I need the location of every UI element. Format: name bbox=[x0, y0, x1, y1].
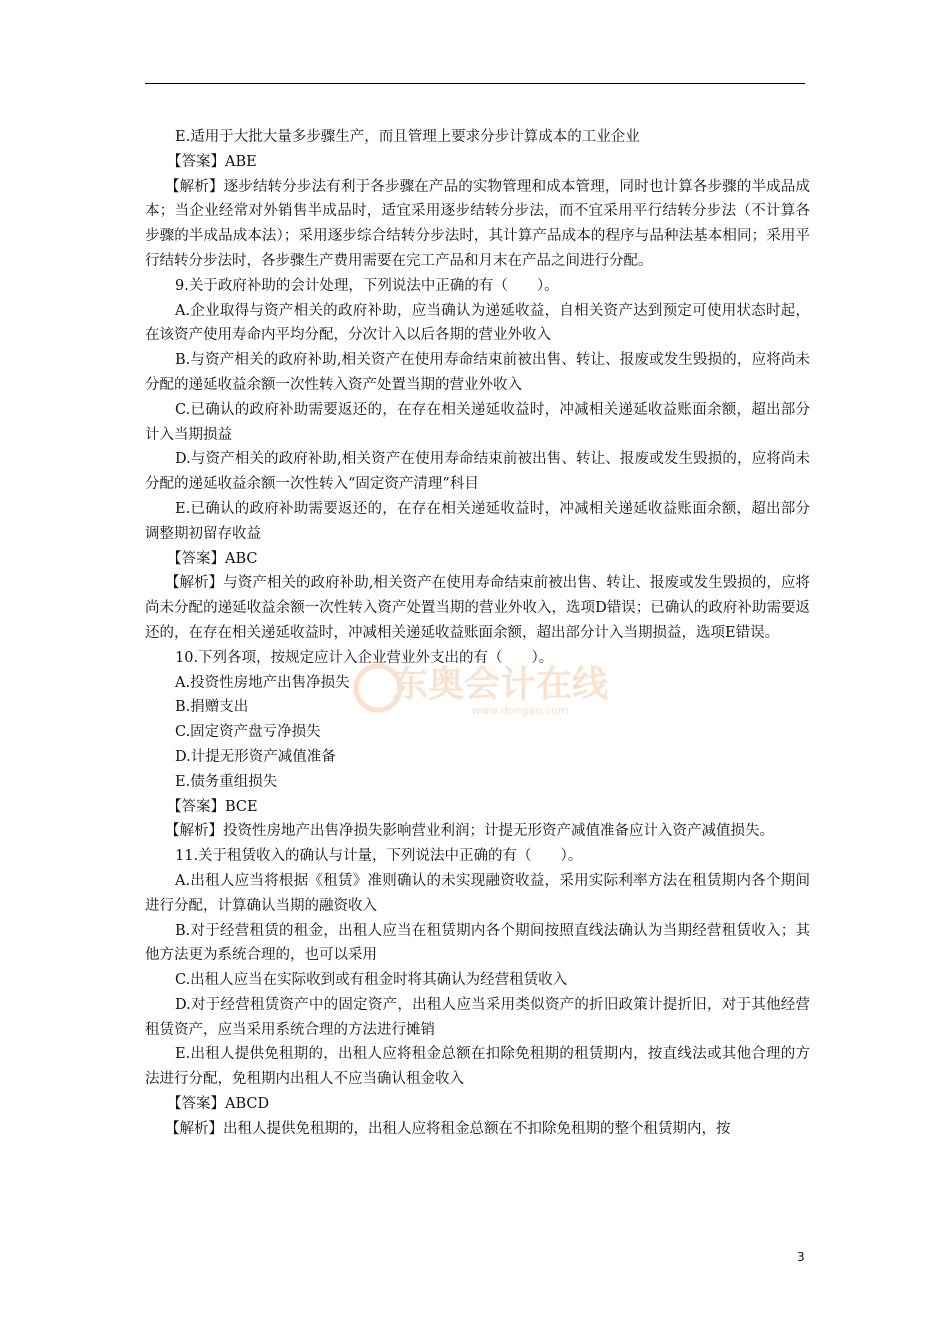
analysis-q11: 【解析】出租人提供免租期的，出租人应将租金总额在不扣除免租期的整个租赁期内，按 bbox=[165, 1120, 731, 1137]
answer-q10: 【答案】BCE bbox=[167, 798, 258, 815]
answer-q8: 【答案】ABE bbox=[167, 153, 257, 170]
option-q9-b: B.与资产相关的政府补助,相关资产在使用寿命结束前被出售、转让、报废或发生毁损的，应将尚未分配的递延收益余额一次性转入资产处置当期的营业外收入 bbox=[145, 352, 810, 393]
analysis-q8: 【解析】逐步结转分步法有利于各步骤在产品的实物管理和成本管理，同时也计算各步骤的半成品成本；当企业经常对外销售半成品时，适宜采用逐步结转分步法，而不宜采用平行结转分步法（不计算各步骤的半成品成本法）；采用逐步综合结转分步法时，其计算产品成本的程序与品种法基本相同；采用平行结转分步法时，各步骤生产费用需要在完工产品和月末在产品之间进行分配。 bbox=[145, 178, 810, 269]
watermark-url: www.dongao.com bbox=[471, 704, 569, 717]
option-q11-a: A.出租人应当将根据《租赁》准则确认的未实现融资收益，采用实际利率方法在租赁期内各个期间进行分配，计算确认当期的融资收入 bbox=[145, 872, 810, 914]
option-q9-e: E.已确认的政府补助需要返还的，在存在相关递延收益时，冲减相关递延收益账面余额，超出部分调整期初留存收益 bbox=[145, 500, 810, 542]
analysis-q9: 【解析】与资产相关的政府补助,相关资产在使用寿命结束前被出售、转让、报废或发生毁损的，应将尚未分配的递延收益余额一次性转入资产处置当期的营业外收入，选项D错误；已确认的政府补助需要返还的，在存在相关递延收益时，冲减相关递延收益账面余额，超出部分计入当期损益，选项E错误。 bbox=[145, 575, 810, 641]
answer-q9: 【答案】ABC bbox=[167, 550, 258, 567]
option-q8-e: E.适用于大批大量多步骤生产，而且管理上要求分步计算成本的工业企业 bbox=[175, 129, 640, 145]
option-q10-e: E.债务重组损失 bbox=[175, 773, 278, 790]
option-q9-d: D.与资产相关的政府补助,相关资产在使用寿命结束前被出售、转让、报废或发生毁损的，应将尚未分配的递延收益余额一次性转入“固定资产清理”科目 bbox=[145, 451, 810, 493]
option-q9-c: C.已确认的政府补助需要返还的，在存在相关递延收益时，冲减相关递延收益账面余额，超出部分计入当期损益 bbox=[145, 401, 810, 443]
analysis-q10: 【解析】投资性房地产出售净损失影响营业利润；计提无形资产减值准备应计入资产减值损失。 bbox=[165, 823, 774, 840]
option-q9-a: A.企业取得与资产相关的政府补助，应当确认为递延收益，自相关资产达到预定可使用状态时起，在该资产使用寿命内平均分配，分次计入以后各期的营业外收入 bbox=[145, 302, 810, 344]
question-9: 9.关于政府补助的会计处理，下列说法中正确的有（ ）。 bbox=[175, 277, 559, 294]
option-q11-e: E.出租人提供免租期的，出租人应将租金总额在扣除免租期的租赁期内，按直线法或其他合理的方法进行分配，免租期内出租人不应当确认租金收入 bbox=[145, 1046, 810, 1088]
option-q11-b: B.对于经营租赁的租金，出租人应当在租赁期内各个期间按照直线法确认为当期经营租赁收入；其他方法更为系统合理的，也可以采用 bbox=[145, 922, 810, 964]
option-q10-b: B.捐赠支出 bbox=[175, 699, 249, 716]
option-q10-a: A.投资性房地产出售净损失 bbox=[175, 674, 350, 691]
watermark-text: 东奥会计在线 bbox=[391, 664, 609, 705]
document-body bbox=[145, 125, 810, 1142]
header-rule bbox=[145, 83, 805, 84]
page-number: 3 bbox=[797, 1250, 805, 1264]
option-q10-d: D.计提无形资产减值准备 bbox=[175, 748, 336, 765]
option-q11-d: D.对于经营租赁资产中的固定资产，出租人应当采用类似资产的折旧政策计提折旧，对于其他经营租赁资产，应当采用系统合理的方法进行摊销 bbox=[145, 996, 810, 1038]
option-q11-c: C.出租人应当在实际收到或有租金时将其确认为经营租赁收入 bbox=[175, 972, 568, 989]
answer-q11: 【答案】ABCD bbox=[167, 1096, 270, 1113]
option-q10-c: C.固定资产盘亏净损失 bbox=[175, 724, 321, 741]
question-10: 10.下列各项，按规定应计入企业营业外支出的有（ ）。 bbox=[175, 649, 554, 666]
question-11: 11.关于租赁收入的确认与计量，下列说法中正确的有（ ）。 bbox=[175, 848, 583, 865]
